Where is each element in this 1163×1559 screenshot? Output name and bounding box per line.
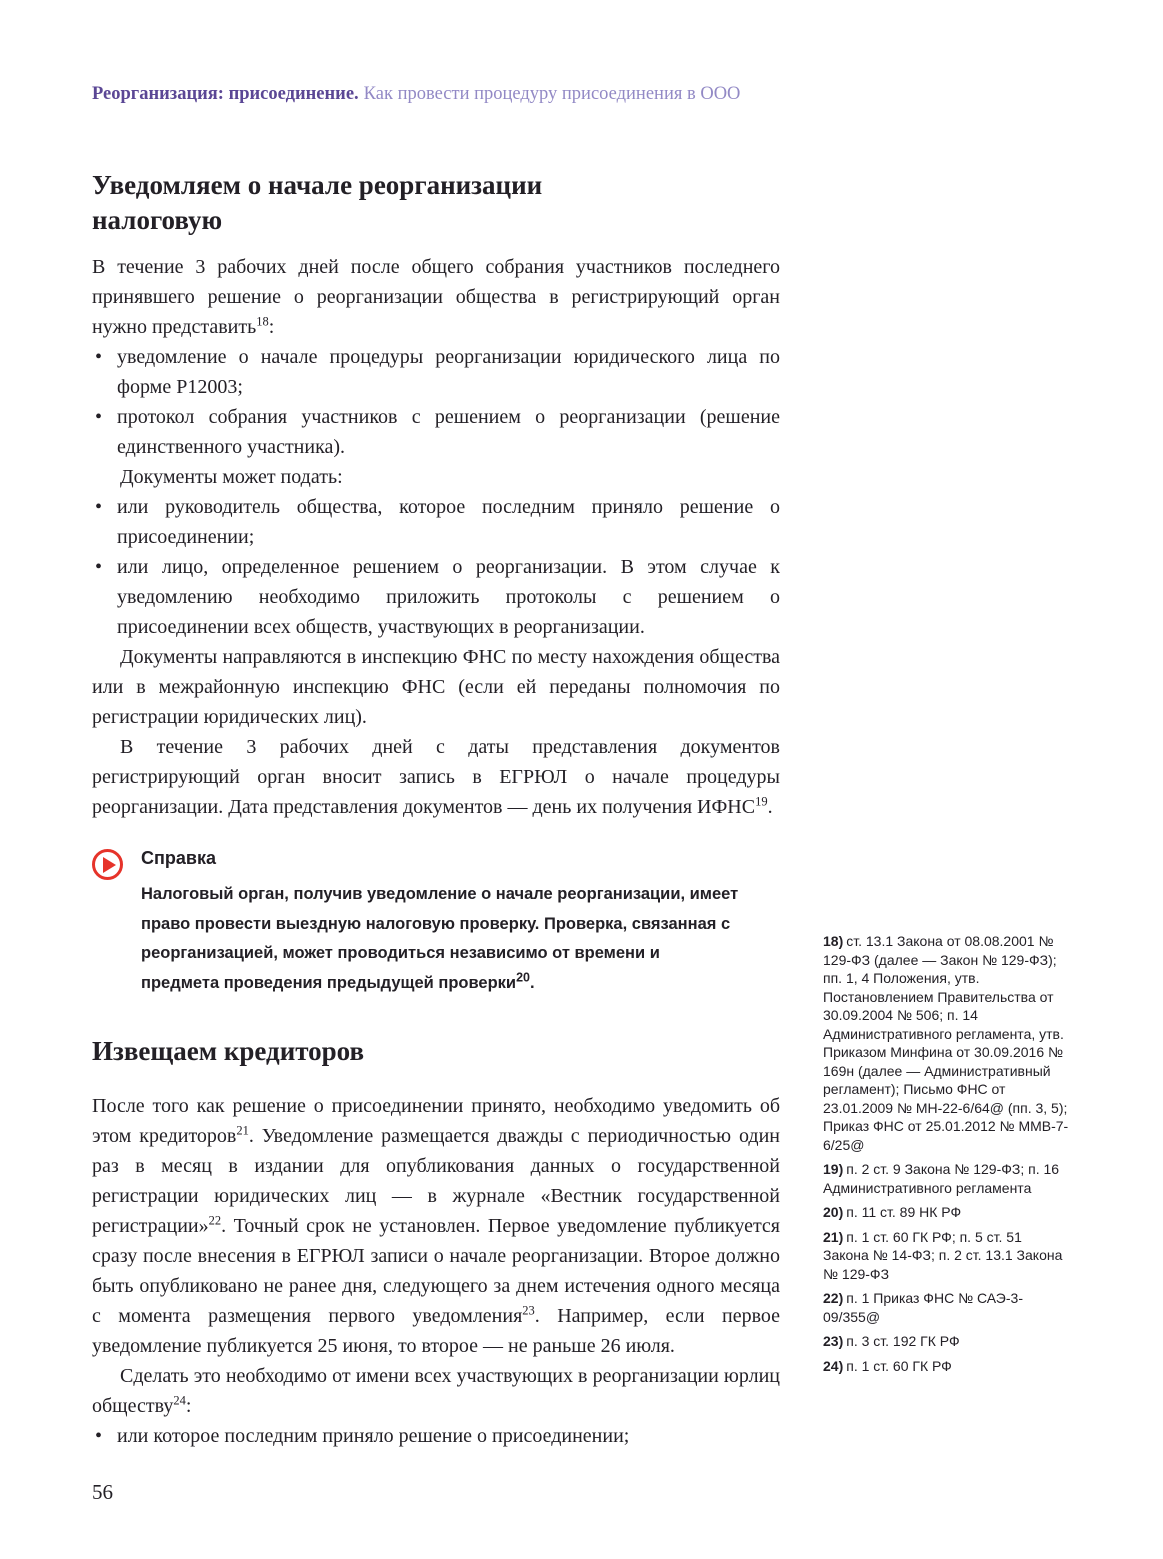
paragraph-tail: : (185, 1395, 192, 1417)
footnote-number: 20) (823, 1204, 844, 1220)
bullet-item (92, 492, 780, 552)
footnote-number: 21) (823, 1228, 844, 1245)
footnote-ref-19: 19 (755, 794, 768, 809)
paragraph-intro (92, 252, 780, 342)
play-triangle-icon (103, 857, 116, 873)
bullet-text: или лицо, определенное решением о реорганизации. В этом случае к уведомлению необходимо приложить протоколы с решением о присоединении всех обществ, участвующих в реорганизации. (117, 556, 780, 638)
bullet-list-on-behalf (92, 1421, 780, 1451)
footnote-20 (823, 1203, 1071, 1222)
bullet-text: протокол собрания участников с решением о реорганизации (решение единственного участника). (117, 406, 780, 458)
callout-title: Справка (141, 848, 216, 868)
paragraph-text: В течение 3 рабочих дней после общего собрания участников последнего принявшего решение о реорганизации общества в регистрирующий орган нужно представить (92, 256, 780, 338)
footnote-ref-21: 21 (236, 1123, 249, 1138)
callout-body (141, 880, 741, 998)
footnote-number: 18) (823, 933, 844, 949)
footnote-text: п. 2 ст. 9 Закона № 129-ФЗ; п. 16 Административного регламента (823, 1161, 1060, 1196)
paragraph-fns-inspection: Документы направляются в инспекцию ФНС по месту нахождения общества или в межрайонную инспекцию ФНС (если ей переданы полномочия по регистрации юридических лиц). (92, 646, 780, 728)
play-circle-icon (92, 849, 123, 880)
bullet-item (92, 1421, 780, 1451)
footnote-23 (823, 1332, 1071, 1351)
footnote-19 (823, 1160, 1071, 1197)
section1-heading-line2: налоговую (92, 205, 223, 235)
paragraph-egrul-record (92, 732, 780, 822)
page-header (92, 82, 1072, 106)
paragraph-tail: . (767, 796, 773, 818)
paragraph-text: . Например, если первое уведомление публикуется 25 июня, то второе — не раньше 26 июля. (92, 1305, 780, 1357)
callout-content (141, 846, 741, 998)
footnote-number: 23) (823, 1333, 844, 1349)
footnote-text: п. 1 ст. 60 ГК РФ; п. 5 ст. 51 Закона № 14-ФЗ; п. 2 ст. 13.1 Закона № 129-ФЗ (823, 1228, 1063, 1282)
header-title-rest: Как провести процедуру присоединения в ООО (363, 84, 741, 104)
footnote-ref-24: 24 (173, 1393, 186, 1408)
paragraph-text: Сделать это необходимо от имени всех участвующих в реорганизации юрлиц обществу (92, 1365, 780, 1417)
bullet-text: или которое последним приняло решение о присоединении; (117, 1425, 630, 1447)
paragraph-text: После того как решение о присоединении принято, необходимо уведомить об этом кредиторов (92, 1095, 780, 1147)
bullet-item (92, 342, 780, 402)
paragraph-text: В течение 3 рабочих дней с даты представления документов регистрирующий орган вносит запись в ЕГРЮЛ о начале процедуры реорганизации. Дата представления документов — день их получения ИФНС (92, 736, 780, 818)
section1-heading-line1: Уведомляем о начале реорганизации (92, 170, 543, 200)
paragraph-text: . Уведомление размещается дважды с периодичностью один раз в месяц в издании для опубликования данных о государственной регистрации юридических лиц — в журнале «Вестник государственной регистрации» (92, 1125, 781, 1237)
footnote-number: 19) (823, 1161, 844, 1177)
callout-spravka (92, 846, 780, 998)
footnote-number: 22) (823, 1290, 844, 1306)
bullet-text: или руководитель общества, которое последним приняло решение о присоединении; (117, 496, 780, 548)
footnote-text: п. 1 ст. 60 ГК РФ (846, 1357, 952, 1374)
footnote-text: ст. 13.1 Закона от 08.08.2001 № 129-ФЗ (далее — Закон № 129-ФЗ); пп. 1, 4 Положения, утв. Постановлением Правительства от 30.09.2004 № 506; п. 14 Административного регламента, утв. Приказом Минфина от 30.09.2016 № 169н (далее — Административный регламент); Письмо ФНС от 23.01.2009 № МН-22-6/64@ (пп. 3, 5); Приказ ФНС от 25.01.2012 № ММВ-7-6/25@ (823, 933, 1069, 1153)
footnote-ref-22: 22 (208, 1213, 222, 1228)
paragraph-text: . Точный срок не установлен. Первое уведомление публикуется сразу после внесения в ЕГРЮЛ записи о начале реорганизации. Второе должно быть опубликовано не ранее дня, следующего за днем истечения одного месяца с момента размещения первого уведомления (92, 1215, 780, 1327)
bullet-list-submitters (92, 492, 780, 642)
footnote-18 (823, 932, 1071, 1154)
section2-heading: Извещаем кредиторов (92, 1036, 365, 1066)
bullet-item (92, 402, 780, 462)
footnote-ref-20: 20 (516, 970, 530, 984)
main-column (92, 168, 780, 1451)
paragraph-on-behalf (92, 1361, 780, 1421)
callout-body-tail: . (529, 973, 535, 992)
footnote-ref-23: 23 (522, 1303, 535, 1318)
footnote-number: 24) (823, 1357, 844, 1374)
bullet-text: уведомление о начале процедуры реорганизации юридического лица по форме Р12003; (117, 346, 780, 398)
footnote-21 (823, 1228, 1071, 1284)
footnote-text: п. 1 Приказ ФНС № САЭ-3-09/355@ (823, 1290, 1023, 1325)
footnote-ref-18: 18 (256, 314, 269, 329)
paragraph-creditors (92, 1091, 780, 1361)
paragraph-tail: : (268, 316, 275, 338)
footnotes-sidebar (823, 932, 1071, 1381)
callout-body-text: Налоговый орган, получив уведомление о начале реорганизации, имеет право провести выездную налоговую проверку. Проверка, связанная с реорганизацией, может проводиться независимо от времени и предмета проведения предыдущей проверки (141, 885, 739, 992)
page-number: 56 (92, 1480, 113, 1504)
bullet-list-documents (92, 342, 780, 462)
footnote-text: п. 11 ст. 89 НК РФ (846, 1204, 962, 1220)
bullet-item (92, 552, 780, 642)
footnote-22 (823, 1289, 1071, 1326)
footnote-text: п. 3 ст. 192 ГК РФ (846, 1333, 960, 1349)
section1-heading (92, 168, 780, 238)
footnote-24 (823, 1357, 1071, 1376)
header-title-bold: Реорганизация: присоединение. (92, 84, 359, 104)
paragraph-who-submits: Документы может подать: (120, 466, 343, 488)
